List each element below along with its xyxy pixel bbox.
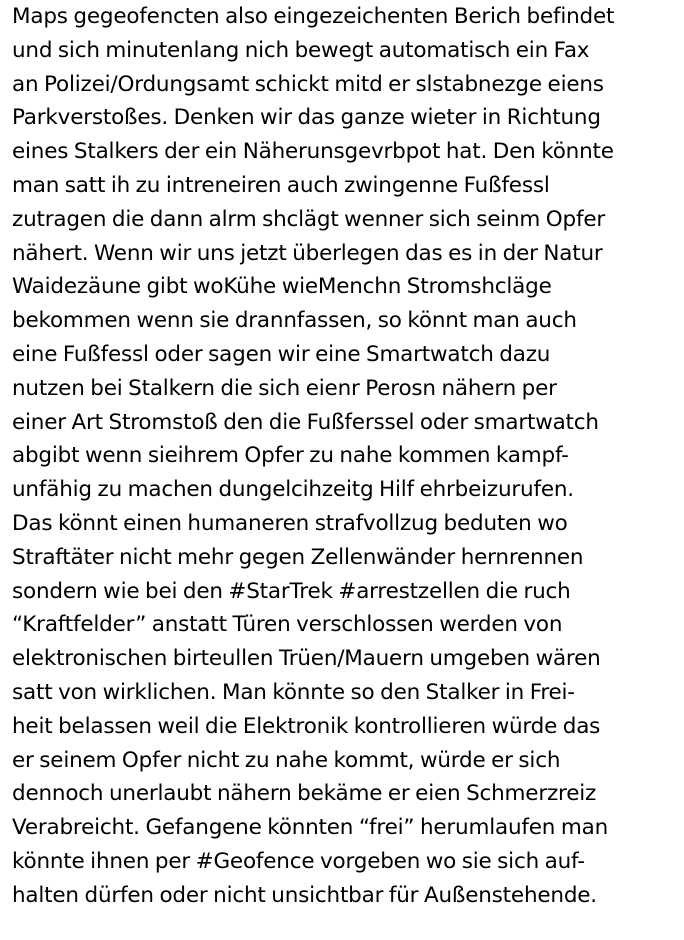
text-line: eine Fußfessl oder sagen wir eine Smartwatch dazu	[12, 341, 551, 367]
text-line: heit belassen weil die Elektronik kontrollieren würde das	[12, 713, 601, 739]
text-line: Waidezäune gibt woKühe wieMenchn Stromshcläge	[12, 274, 552, 300]
text-line: Das könnt einen humaneren strafvollzug beduten wo	[12, 510, 568, 536]
document-page	[12, 0, 680, 940]
text-line: halten dürfen oder nicht unsichtbar für Außenstehende.	[12, 882, 597, 908]
text-line: nutzen bei Stalkern die sich eienr Perosn nähern per	[12, 375, 557, 401]
text-line: eines Stalkers der ein Näherunsgevrbpot hat. Den könnte	[12, 139, 614, 165]
text-line: Maps gegeofencten also eingezeichenten Berich befindet	[12, 4, 615, 29]
text-line: Verabreicht. Gefangene könnten “frei” herumlaufen man	[12, 815, 608, 841]
text-line: man satt ih zu intreneiren auch zwingenne Fußfessl	[12, 172, 550, 198]
text-line: bekommen wenn sie drannfassen, so könnt man auch	[12, 308, 577, 334]
text-line: Parkverstoßes. Denken wir das ganze wieter in Richtung	[12, 105, 601, 131]
text-line: an Polizei/Ordungsamt schickt mitd er slstabnezge eiens	[12, 71, 604, 97]
text-line: unfähig zu machen dungelcihzeitg Hilf ehrbeizurufen.	[12, 477, 574, 503]
text-line: elektronischen birteullen Trüen/Mauern umgeben wären	[12, 646, 601, 672]
text-line: er seinem Opfer nicht zu nahe kommt, würde er sich	[12, 747, 561, 773]
text-line: abgibt wenn sieihrem Opfer zu nahe kommen kampf-	[12, 443, 569, 469]
text-line: einer Art Stromstoß den die Fußferssel oder smartwatch	[12, 409, 599, 435]
text-line: zutragen die dann alrm shclägt wenner sich seinm Opfer	[12, 206, 606, 232]
text-line: könnte ihnen per #Geofence vorgeben wo sie sich auf-	[12, 848, 585, 874]
text-line: nähert. Wenn wir uns jetzt überlegen das es in der Natur	[12, 240, 603, 266]
text-line: “Kraftfelder” anstatt Türen verschlossen werden von	[12, 612, 563, 638]
text-line: satt von wirklichen. Man könnte so den Stalker in Frei-	[12, 679, 575, 705]
text-line: und sich minutenlang nich bewegt automatisch ein Fax	[12, 37, 590, 63]
text-line: sondern wie bei den #StarTrek #arrestzellen die ruch	[12, 578, 571, 604]
text-line: dennoch unerlaubt nähern bekäme er eien Schmerzreiz	[12, 781, 597, 807]
text-line: Straftäter nicht mehr gegen Zellenwänder hernrennen	[12, 544, 584, 570]
